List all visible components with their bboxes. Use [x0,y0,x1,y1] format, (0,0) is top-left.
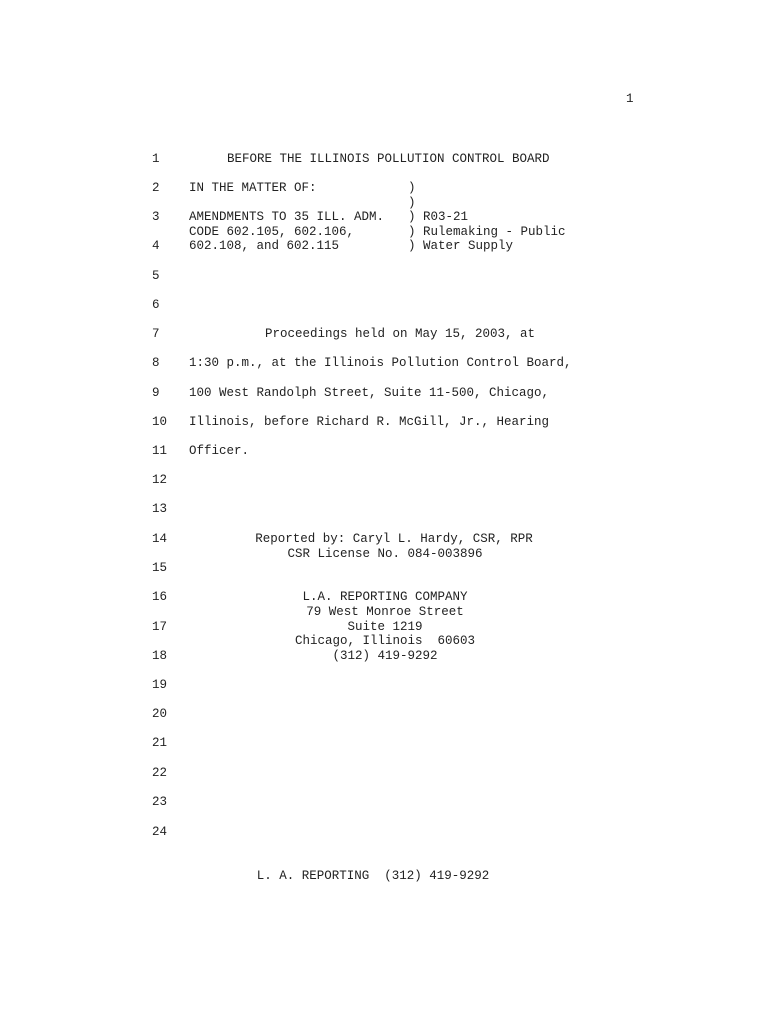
caption-left-line: AMENDMENTS TO 35 ILL. ADM. [189,210,385,224]
caption-right-line: ) R03-21 [408,210,469,224]
caption-right-line: ) Rulemaking - Public [408,225,566,239]
company-phone: (312) 419-9292 [332,649,438,663]
caption-left-line: CODE 602.105, 602.106, [189,225,355,239]
company-city: Chicago, Illinois 60603 [294,634,476,648]
line-number: 8 [152,356,160,370]
line-number: 9 [152,386,160,400]
line-number: 7 [152,327,160,341]
line-number: 2 [152,181,160,195]
line-number: 24 [152,825,168,839]
proceedings-line: 100 West Randolph Street, Suite 11-500, Chicago, [189,386,550,400]
caption-right-line: ) Water Supply [408,239,514,253]
line-number: 23 [152,795,168,809]
proceedings-line: Proceedings held on May 15, 2003, at [265,327,536,341]
caption-left-line: IN THE MATTER OF: [189,181,317,195]
company-street: 79 West Monroe Street [306,605,464,619]
line-number: 14 [152,532,168,546]
line-number: 21 [152,736,168,750]
board-heading: BEFORE THE ILLINOIS POLLUTION CONTROL BOARD [227,152,550,166]
line-number: 12 [152,473,168,487]
line-number: 11 [152,444,168,458]
company-suite: Suite 1219 [347,620,423,634]
line-number: 16 [152,590,168,604]
proceedings-line: Illinois, before Richard R. McGill, Jr., Hearing [189,415,550,429]
reported-by: Reported by: Caryl L. Hardy, CSR, RPR [255,532,533,546]
line-number: 6 [152,298,160,312]
caption-right-line: ) [408,181,416,195]
line-number: 22 [152,766,168,780]
line-number: 3 [152,210,160,224]
line-number: 1 [152,152,160,166]
csr-license: CSR License No. 084-003896 [287,547,483,561]
proceedings-line: 1:30 p.m., at the Illinois Pollution Control Board, [189,356,572,370]
line-number: 5 [152,269,160,283]
line-number: 10 [152,415,168,429]
line-number: 20 [152,707,168,721]
proceedings-line: Officer. [189,444,250,458]
line-number: 18 [152,649,168,663]
caption-right-line: ) [408,196,416,210]
line-number: 17 [152,620,168,634]
line-number: 4 [152,239,160,253]
page-footer: L. A. REPORTING (312) 419-9292 [256,869,490,883]
line-number: 19 [152,678,168,692]
line-number: 13 [152,502,168,516]
company-name: L.A. REPORTING COMPANY [302,590,468,604]
page-number: 1 [626,92,634,106]
caption-left-line: 602.108, and 602.115 [189,239,340,253]
line-number: 15 [152,561,168,575]
